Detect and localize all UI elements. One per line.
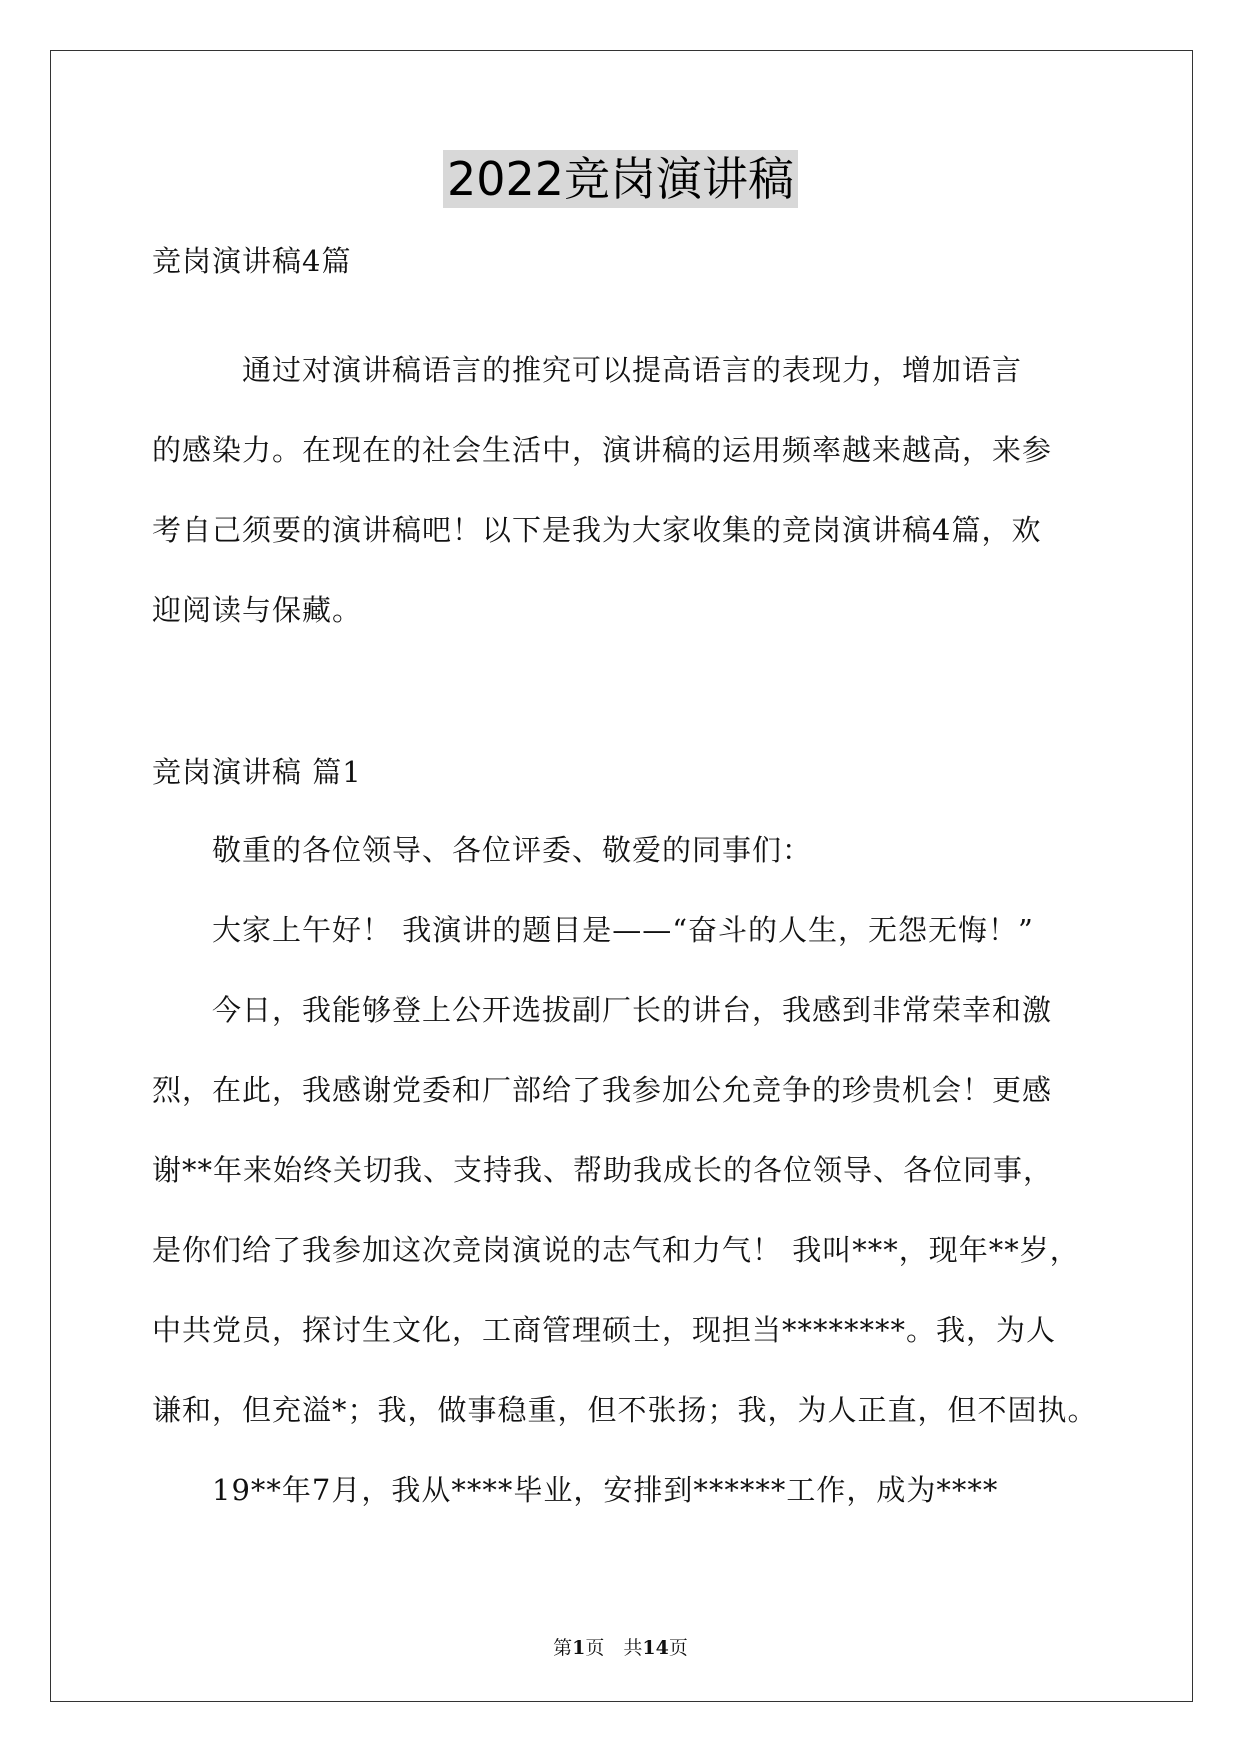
footer-prefix: 第 [553,1637,573,1659]
text-line: 通过对演讲稿语言的推究可以提高语言的表现力，增加语言 [152,353,1023,387]
footer-page-current: 1 [572,1637,586,1659]
section-heading: 竞岗演讲稿 篇1 [152,755,362,789]
text-line: 是你们给了我参加这次竞岗演说的志气和力气！ 我叫***，现年**岁， [152,1233,1080,1267]
page-border [50,50,1193,1702]
text-line: 烈，在此，我感谢党委和厂部给了我参加公允竞争的珍贵机会！更感 [152,1073,1053,1107]
footer-page-total: 14 [642,1637,669,1659]
text-line: 考自己须要的演讲稿吧！以下是我为大家收集的竞岗演讲稿4篇，欢 [152,513,1042,547]
text-line: 迎阅读与保藏。 [152,593,363,627]
text-line: 的感染力。在现在的社会生活中，演讲稿的运用频率越来越高，来参 [152,433,1053,467]
footer-suffix: 页 [668,1637,688,1659]
document-title: 2022竞岗演讲稿 [443,150,798,208]
footer-mid: 页 共 [585,1637,643,1659]
text-line: 今日，我能够登上公开选拔副厂长的讲台，我感到非常荣幸和激 [152,993,1053,1027]
text-line: 中共党员，探讨生文化，工商管理硕士，现担当********。我，为人 [152,1313,1057,1347]
text-line: 大家上午好！ 我演讲的题目是——“奋斗的人生，无怨无悔！” [152,913,1034,947]
text-line: 谦和，但充溢*；我，做事稳重，但不张扬；我，为人正直，但不固执。 [152,1393,1098,1427]
text-line: 19**年7月，我从****毕业，安排到******工作，成为**** [152,1473,999,1507]
doc-subtitle: 竞岗演讲稿4篇 [152,244,352,278]
text-line: 敬重的各位领导、各位评委、敬爱的同事们： [152,833,813,867]
title-wrap [0,150,1241,208]
text-line: 谢**年来始终关切我、支持我、帮助我成长的各位领导、各位同事， [152,1153,1054,1187]
page-footer [0,1636,1241,1660]
